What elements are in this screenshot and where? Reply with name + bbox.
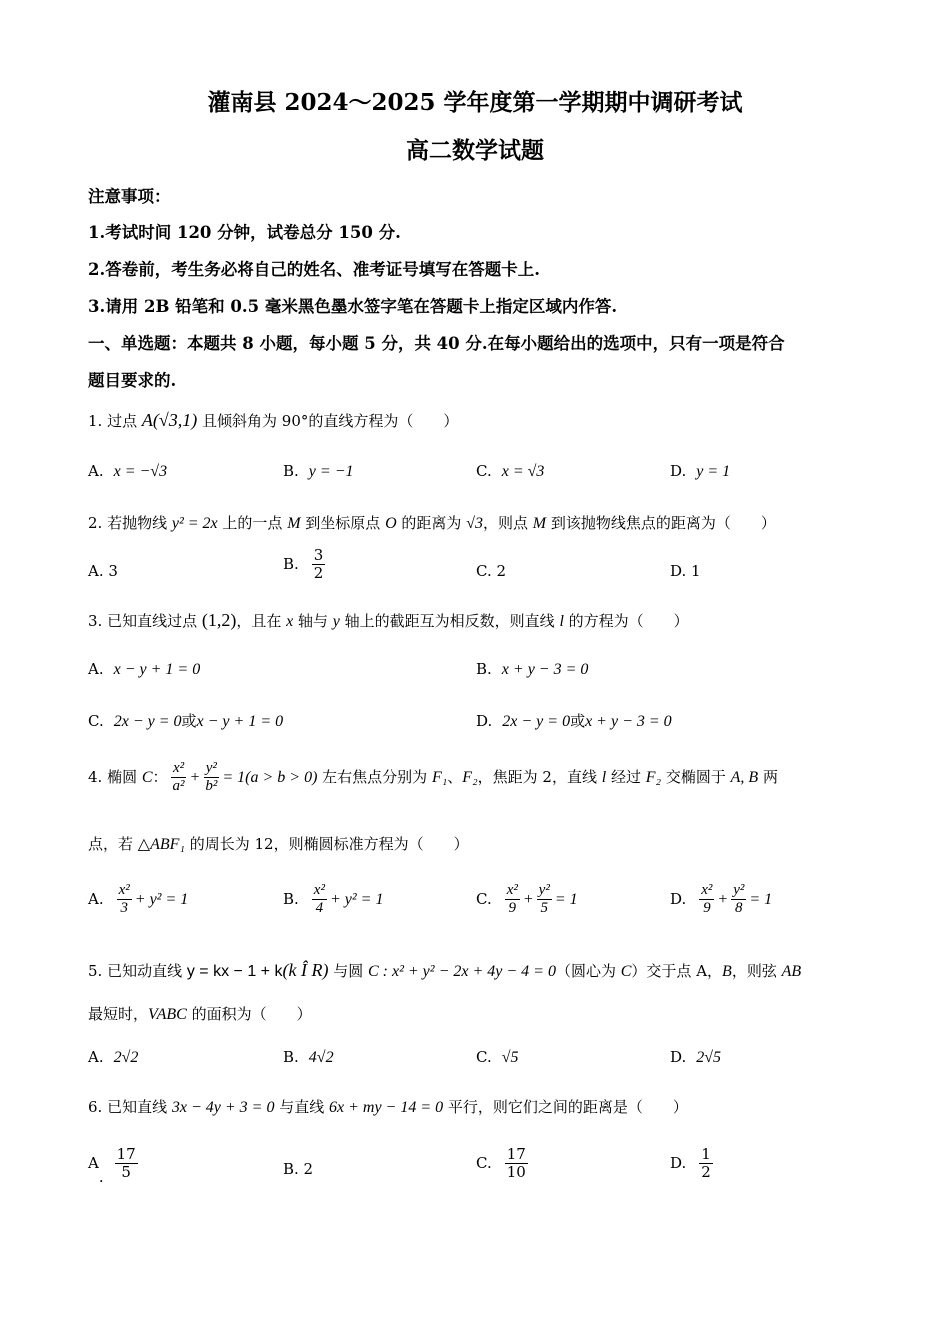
fraction: $\frac{\text{x²}}{\text{a²}}$ — [172, 760, 185, 795]
question-6-option-c[interactable]: C. $\frac{17}{10}$ — [476, 1145, 526, 1182]
question-3-stem: 3. 已知直线过点 (1,2)，且在 x 轴与 y 轴上的截距互为相反数，则直线 l 的方程为（ ） — [88, 610, 689, 630]
question-5-option-c[interactable]: C. √5 — [476, 1048, 519, 1066]
question-6-option-d[interactable]: D. $\frac{1}{2}$ — [670, 1145, 711, 1182]
fraction: $\frac{\text{x²}}{9}$ — [701, 882, 713, 917]
fraction: $\frac{\text{x²}}{9}$ — [506, 882, 518, 917]
question-5-option-b[interactable]: B. 4√2 — [283, 1048, 334, 1066]
fraction: $\frac{\text{y²}}{5}$ — [538, 882, 550, 917]
section-heading-cont: 题目要求的. — [88, 371, 177, 390]
question-3-option-b[interactable]: B. x + y − 3 = 0 — [476, 660, 589, 678]
question-2-option-d[interactable]: D. 1 — [670, 562, 701, 580]
question-5-stem-cont: 最短时，VABC 的面积为（ ） — [88, 1005, 312, 1023]
question-4-option-c[interactable]: C. $\frac{\text{x²}}{9}$ + $\frac{\text{y²}}{5}$ = 1 — [476, 882, 578, 917]
question-2-stem: 2. 若抛物线 y² = 2x 上的一点 M 到坐标原点 O 的距离为 √3，则点 M 到该抛物线焦点的距离为（ ） — [88, 514, 776, 532]
question-6-stem: 6. 已知直线 3x − 4y + 3 = 0 与直线 6x + my − 14 = 0 平行，则它们之间的距离是（ ） — [88, 1098, 688, 1116]
exam-subtitle: 高二数学试题 — [406, 137, 544, 164]
question-4-option-b[interactable]: B. $\frac{\text{x²}}{4}$ + y² = 1 — [283, 882, 384, 917]
question-4-stem-cont: 点，若 △ABF₁ 的周长为 12，则椭圆标准方程为（ ） — [88, 835, 469, 853]
question-1-stem: 1. 过点 A(√3,1) 且倾斜角为 90°的直线方程为（ ） — [88, 410, 459, 430]
fraction: $\frac{\text{x²}}{3}$ — [118, 882, 130, 917]
question-2-option-c[interactable]: C. 2 — [476, 562, 507, 580]
fraction: $\frac{17}{5}$ — [116, 1145, 136, 1182]
fraction: $\frac{1}{2}$ — [701, 1145, 711, 1182]
exam-title: 灌南县 2024～2025 学年度第一学期期中调研考试 — [207, 89, 743, 116]
question-2-option-b[interactable]: B. $\frac{3}{2}$ — [283, 546, 324, 583]
note-item: 2.答卷前，考生务必将自己的姓名、准考证号填写在答题卡上. — [88, 260, 540, 279]
notes-heading: 注意事项： — [88, 187, 171, 206]
question-1-option-d[interactable]: D. y = 1 — [670, 462, 731, 480]
question-3-option-a[interactable]: A. x − y + 1 = 0 — [88, 660, 201, 678]
fraction: $\frac{\text{x²}}{4}$ — [313, 882, 325, 917]
question-1-option-b[interactable]: B. y = −1 — [283, 462, 354, 480]
note-item: 1.考试时间 120 分钟，试卷总分 150 分. — [88, 223, 401, 242]
question-4-option-a[interactable]: A. $\frac{\text{x²}}{3}$ + y² = 1 — [88, 882, 189, 917]
question-3-option-c[interactable]: C. 2x − y = 0或x − y + 1 = 0 — [88, 712, 284, 730]
fraction: $\frac{\text{y²}}{8}$ — [733, 882, 745, 917]
question-3-option-d[interactable]: D. 2x − y = 0或x + y − 3 = 0 — [476, 712, 672, 730]
question-1-option-c[interactable]: C. x = √3 — [476, 462, 545, 480]
fraction: $\frac{17}{10}$ — [506, 1145, 526, 1182]
question-6-option-b[interactable]: B. 2 — [283, 1160, 314, 1178]
question-5-option-d[interactable]: D. 2√5 — [670, 1048, 722, 1066]
fraction: $\frac{3}{2}$ — [313, 546, 324, 583]
question-1-option-a[interactable]: A. x = −√3 — [88, 462, 168, 480]
question-4-option-d[interactable]: D. $\frac{\text{x²}}{9}$ + $\frac{\text{y²}}{8}$ = 1 — [670, 882, 773, 917]
question-4-stem: 4. 椭圆 C： $\frac{\text{x²}}{\text{a²}}$ + $\frac{\text{y²}}{\text{b²}}$ = 1(a > b > 0) 左右焦点分别为 F₁、F₂，焦距为 2，直线 l 经过 F₂ 交椭圆于 A, B 两 — [88, 760, 778, 795]
question-6-option-a[interactable]: A. $\frac{17}{5}$ — [88, 1145, 136, 1186]
question-5-option-a[interactable]: A. 2√2 — [88, 1048, 139, 1066]
question-5-stem: 5. 已知动直线 y = kx − 1 + k(k Î R) 与圆 C : x² + y² − 2x + 4y − 4 = 0（圆心为 C）交于点 A，B，则弦 AB — [88, 960, 802, 980]
fraction: $\frac{\text{y²}}{\text{b²}}$ — [205, 760, 218, 795]
question-2-option-a[interactable]: A. 3 — [88, 562, 118, 580]
note-item: 3.请用 2B 铅笔和 0.5 毫米黑色墨水签字笔在答题卡上指定区域内作答. — [88, 297, 618, 316]
section-heading: 一、单选题：本题共 8 小题，每小题 5 分，共 40 分.在每小题给出的选项中，只有一项是符合 — [88, 334, 785, 353]
